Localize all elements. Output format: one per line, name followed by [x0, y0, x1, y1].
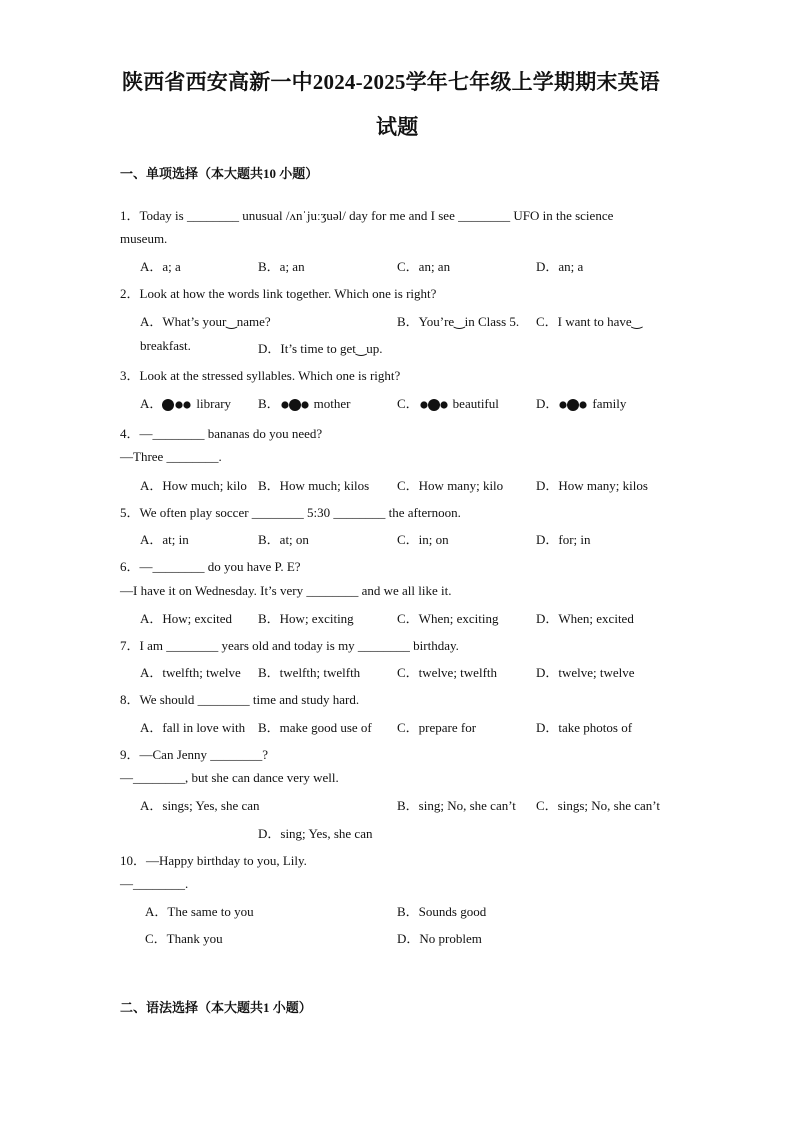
question-10-option-c[interactable]: C．Thank you — [145, 931, 223, 946]
question-9-option-d[interactable]: D．sing; Yes, she can — [258, 826, 373, 841]
question-2-option-c-cont: breakfast. — [140, 338, 191, 353]
question-2-option-a[interactable]: A．What’s your‿name? — [140, 314, 271, 329]
question-7-option-b[interactable]: B．twelfth; twelfth — [258, 665, 361, 680]
question-10-option-a[interactable]: A．The same to you — [145, 904, 254, 919]
question-5-option-c[interactable]: C．in; on — [397, 532, 449, 547]
question-8-option-c[interactable]: C．prepare for — [397, 720, 477, 735]
question-3-option-b[interactable] — [258, 393, 351, 413]
option-d-word: family — [592, 396, 627, 411]
page-title-line2: 试题 — [376, 115, 419, 139]
question-2-option-b[interactable]: B．You’re‿in Class 5. — [397, 314, 520, 329]
section-heading: 一、单项选择（本大题共10 小题） — [120, 166, 319, 181]
question-6-option-b[interactable]: B．How; exciting — [258, 611, 354, 626]
question-6-option-c[interactable]: C．When; exciting — [397, 611, 499, 626]
question-1-stem-cont: museum. — [120, 231, 168, 246]
question-10-option-b[interactable]: B．Sounds good — [397, 904, 487, 919]
question-4-stem-cont: —Three ________. — [120, 449, 222, 464]
question-1-option-b[interactable]: B．a; an — [258, 259, 305, 274]
question-5-option-b[interactable]: B．at; on — [258, 532, 309, 547]
question-5-option-a[interactable]: A．at; in — [140, 532, 189, 547]
question-6-stem-cont: —I have it on Wednesday. It’s very ________ and we all like it. — [120, 583, 452, 598]
option-c-word: beautiful — [452, 396, 499, 411]
question-1-option-c[interactable]: C．an; an — [397, 259, 451, 274]
question-2-option-c[interactable]: C．I want to have‿ — [536, 314, 643, 329]
question-8-option-b[interactable]: B．make good use of — [258, 720, 372, 735]
question-3-option-c[interactable] — [397, 393, 499, 413]
question-9-stem-cont: —________, but she can dance very well. — [120, 770, 339, 785]
option-a-label: A． — [140, 396, 163, 411]
question-1-stem: 1．Today is ________ unusual /ʌnˈjuːʒuəl/ day for me and I see ________ UFO in the science — [120, 208, 614, 223]
option-b-label: B． — [258, 396, 280, 411]
question-4-option-b[interactable]: B．How much; kilos — [258, 478, 370, 493]
question-3-stem: 3．Look at the stressed syllables. Which one is right? — [120, 368, 401, 383]
question-2-stem: 2．Look at how the words link together. Which one is right? — [120, 286, 437, 301]
question-9-stem: 9．—Can Jenny ________? — [120, 747, 269, 762]
option-d-label: D． — [536, 396, 559, 411]
question-9-option-c[interactable]: C．sings; No, she can’t — [536, 798, 660, 813]
question-8-stem: 8．We should ________ time and study hard. — [120, 692, 360, 707]
question-7-option-c[interactable]: C．twelve; twelfth — [397, 665, 498, 680]
question-4-stem: 4．—________ bananas do you need? — [120, 426, 323, 441]
question-10-stem: 10．—Happy birthday to you, Lily. — [120, 853, 307, 868]
question-4-option-d[interactable]: D．How many; kilos — [536, 478, 648, 493]
question-5-stem: 5．We often play soccer ________ 5:30 ________ the afternoon. — [120, 505, 461, 520]
question-3-option-d[interactable] — [536, 393, 626, 413]
question-4-option-c[interactable]: C．How many; kilo — [397, 478, 504, 493]
stress-pattern-icon — [162, 397, 192, 413]
option-a-word: library — [196, 396, 232, 411]
question-7-stem: 7．I am ________ years old and today is my ________ birthday. — [120, 638, 459, 653]
question-1-option-a[interactable]: A．a; a — [140, 259, 181, 274]
section-heading: 二、语法选择（本大题共1 小题） — [120, 1000, 312, 1015]
question-8-option-a[interactable]: A．fall in love with — [140, 720, 246, 735]
question-7-option-a[interactable]: A．twelfth; twelve — [140, 665, 241, 680]
question-10-option-d[interactable]: D．No problem — [397, 931, 482, 946]
question-6-option-d[interactable]: D．When; excited — [536, 611, 634, 626]
question-7-option-d[interactable]: D．twelve; twelve — [536, 665, 635, 680]
option-b-word: mother — [313, 396, 351, 411]
question-6-option-a[interactable]: A．How; excited — [140, 611, 233, 626]
stress-pattern-icon — [558, 397, 588, 413]
option-c-label: C． — [397, 396, 419, 411]
question-8-option-d[interactable]: D．take photos of — [536, 720, 633, 735]
stress-pattern-icon — [280, 397, 310, 413]
question-1-option-d[interactable]: D．an; a — [536, 259, 584, 274]
question-10-stem-cont: —________. — [120, 876, 189, 891]
page-title: 陕西省西安高新一中2024-2025学年七年级上学期期末英语 — [122, 70, 660, 94]
question-9-option-b[interactable]: B．sing; No, she can’t — [397, 798, 516, 813]
question-6-stem: 6．—________ do you have P. E? — [120, 559, 301, 574]
question-4-option-a[interactable]: A．How much; kilo — [140, 478, 247, 493]
question-9-option-a[interactable]: A．sings; Yes, she can — [140, 798, 260, 813]
question-2-option-d[interactable]: D．It’s time to get‿up. — [258, 341, 383, 356]
question-3-option-a[interactable] — [140, 393, 231, 413]
question-5-option-d[interactable]: D．for; in — [536, 532, 591, 547]
stress-pattern-icon — [419, 397, 449, 413]
